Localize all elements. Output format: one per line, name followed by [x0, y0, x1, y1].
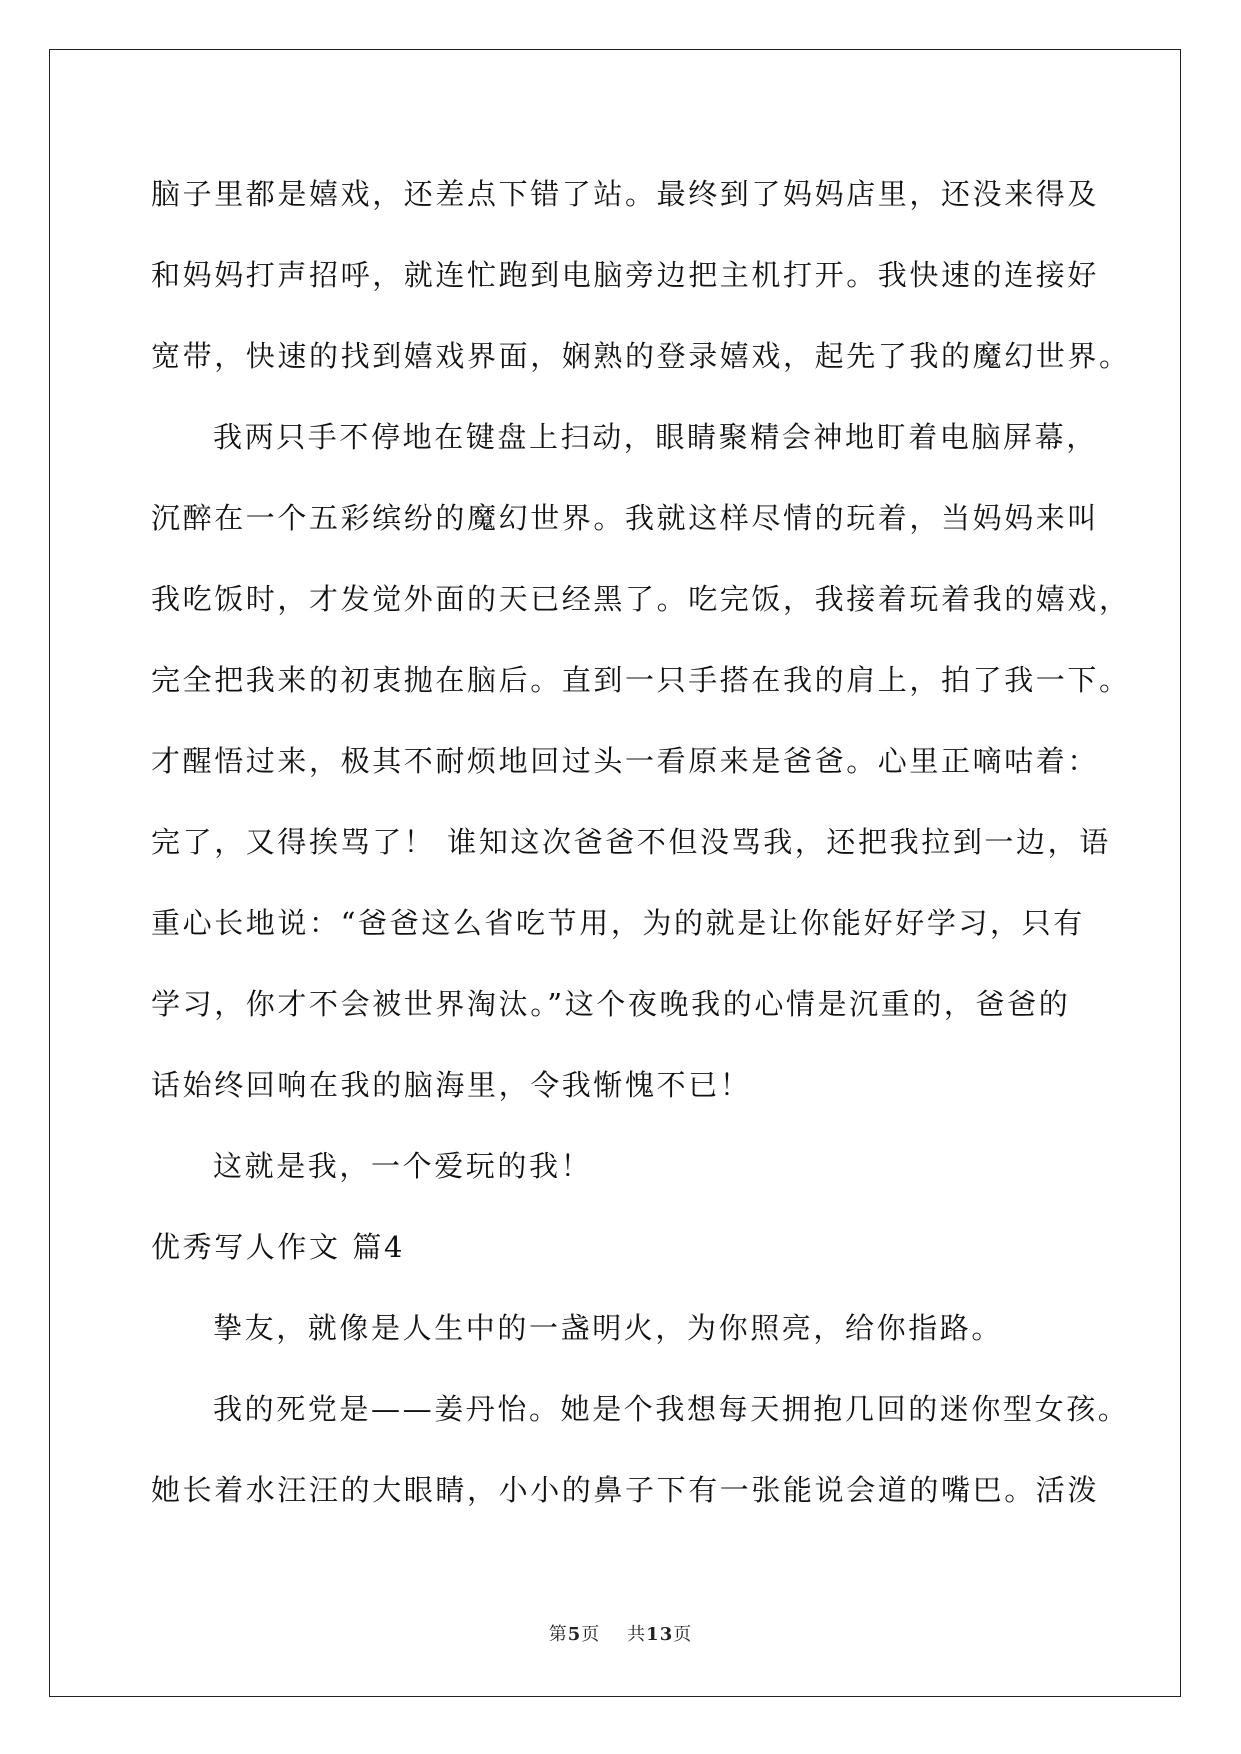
total-suffix: 页: [673, 1624, 693, 1645]
text-line: 脑子里都是嬉戏，还差点下错了站。最终到了妈妈店里，还没来得及: [151, 177, 1100, 211]
text-line: 沉醉在一个五彩缤纷的魔幻世界。我就这样尽情的玩着，当妈妈来叫: [151, 501, 1100, 535]
text-line: 话始终回响在我的脑海里，令我惭愧不已！: [151, 1068, 752, 1102]
document-body: [151, 165, 1131, 1542]
paragraph-start-line: 这就是我，一个爱玩的我！: [213, 1149, 593, 1183]
text-line: 完全把我来的初衷抛在脑后。直到一只手搭在我的肩上，拍了我一下。: [151, 663, 1131, 697]
text-line: 完了，又得挨骂了！ 谁知这次爸爸不但没骂我，还把我拉到一边，语: [151, 825, 1111, 859]
paragraph-start-line: 我的死党是——姜丹怡。她是个我想每天拥抱几回的迷你型女孩。: [213, 1392, 1130, 1426]
text-line: 重心长地说：“爸爸这么省吃节用，为的就是让你能好好学习，只有: [151, 906, 1085, 940]
text-line: 和妈妈打声招呼，就连忙跑到电脑旁边把主机打开。我快速的连接好: [151, 258, 1100, 292]
text-line: 宽带，快速的找到嬉戏界面，娴熟的登录嬉戏，起先了我的魔幻世界。: [151, 339, 1131, 373]
total-prefix: 共: [627, 1624, 647, 1645]
paragraph-start-line: 挚友，就像是人生中的一盏明火，为你照亮，给你指路。: [213, 1311, 1004, 1345]
section-heading: 优秀写人作文 篇4: [151, 1230, 406, 1264]
page-footer: [0, 1620, 1241, 1646]
text-line: 学习，你才不会被世界淘汰。”这个夜晚我的心情是沉重的，爸爸的: [151, 987, 1071, 1021]
text-line: 我吃饭时，才发觉外面的天已经黑了。吃完饭，我接着玩着我的嬉戏，: [151, 582, 1131, 616]
page-prefix: 第: [548, 1624, 568, 1645]
page-number: 5: [567, 1624, 582, 1645]
page-suffix: 页: [581, 1624, 601, 1645]
total-pages: 13: [646, 1624, 674, 1645]
text-line: 才醒悟过来，极其不耐烦地回过头一看原来是爸爸。心里正嘀咕着：: [151, 744, 1100, 778]
text-line: 她长着水汪汪的大眼睛，小小的鼻子下有一张能说会道的嘴巴。活泼: [151, 1473, 1100, 1507]
paragraph-start-line: 我两只手不停地在键盘上扫动，眼睛聚精会神地盯着电脑屏幕，: [213, 420, 1098, 454]
